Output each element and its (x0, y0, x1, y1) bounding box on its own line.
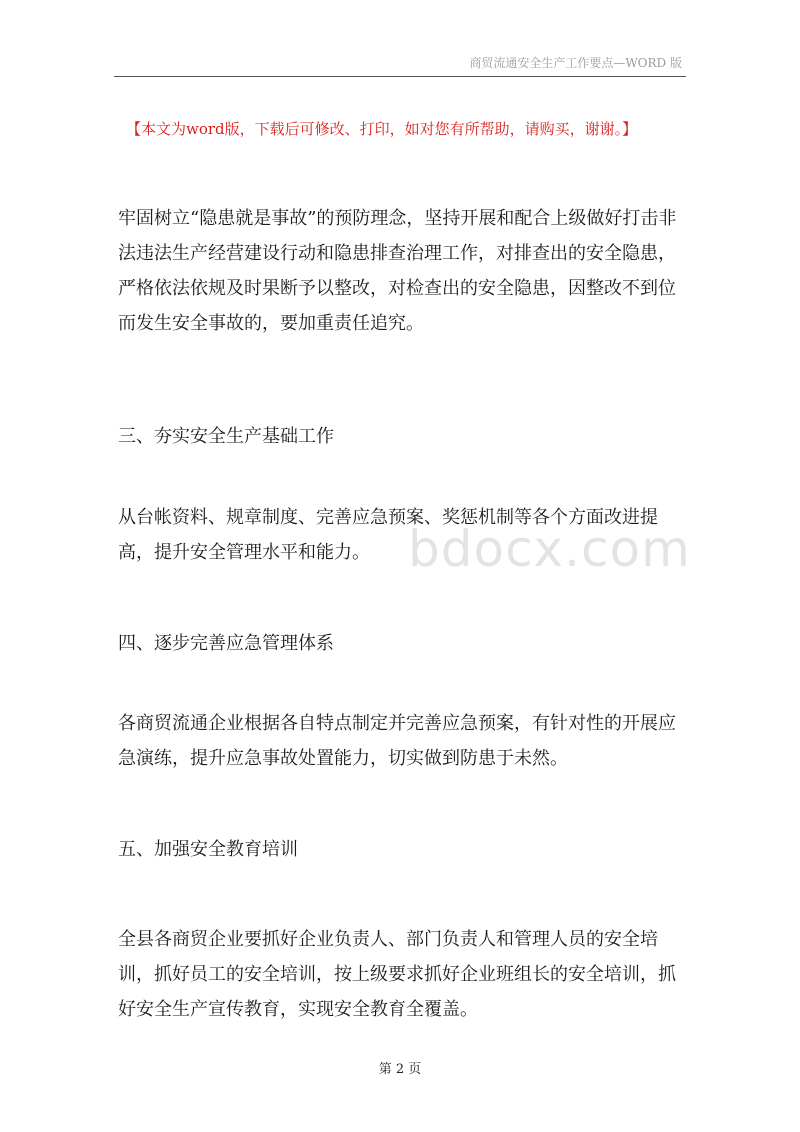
header-divider (114, 76, 686, 77)
section-heading-4: 四、逐步完善应急管理体系 (118, 633, 334, 654)
section-heading-5: 五、加强安全教育培训 (118, 839, 298, 860)
paragraph-emergency: 各商贸流通企业根据各自特点制定并完善应急预案，有针对性的开展应急演练，提升应急事故处置能力，切实做到防患于未然。 (118, 713, 676, 769)
paragraph-training: 全县各商贸企业要抓好企业负责人、部门负责人和管理人员的安全培训，抓好员工的安全培训，按上级要求抓好企业班组长的安全培训，抓好安全生产宣传教育，实现安全教育全覆盖。 (118, 929, 676, 1020)
running-header: 商贸流通安全生产工作要点—WORD 版 (469, 56, 682, 70)
page-number: 第 2 页 (378, 1062, 422, 1077)
paragraph-prevention: 牢固树立“隐患就是事故”的预防理念，坚持开展和配合上级做好打击非法违法生产经营建设行动和隐患排查治理工作，对排查出的安全隐患，严格依法依规及时果断予以整改，对检查出的安全隐患，因整改不到位而发生安全事故的，要加重责任追究。 (118, 208, 677, 334)
section-heading-3: 三、夯实安全生产基础工作 (118, 426, 334, 447)
paragraph-foundation: 从台帐资料、规章制度、完善应急预案、奖惩机制等各个方面改进提高，提升安全管理水平和能力。 (118, 507, 658, 563)
watermark: bdocx.com (408, 520, 691, 578)
purchase-notice: 【本文为word版，下载后可修改、打印，如对您有所帮助，请购买，谢谢。】 (126, 120, 638, 138)
